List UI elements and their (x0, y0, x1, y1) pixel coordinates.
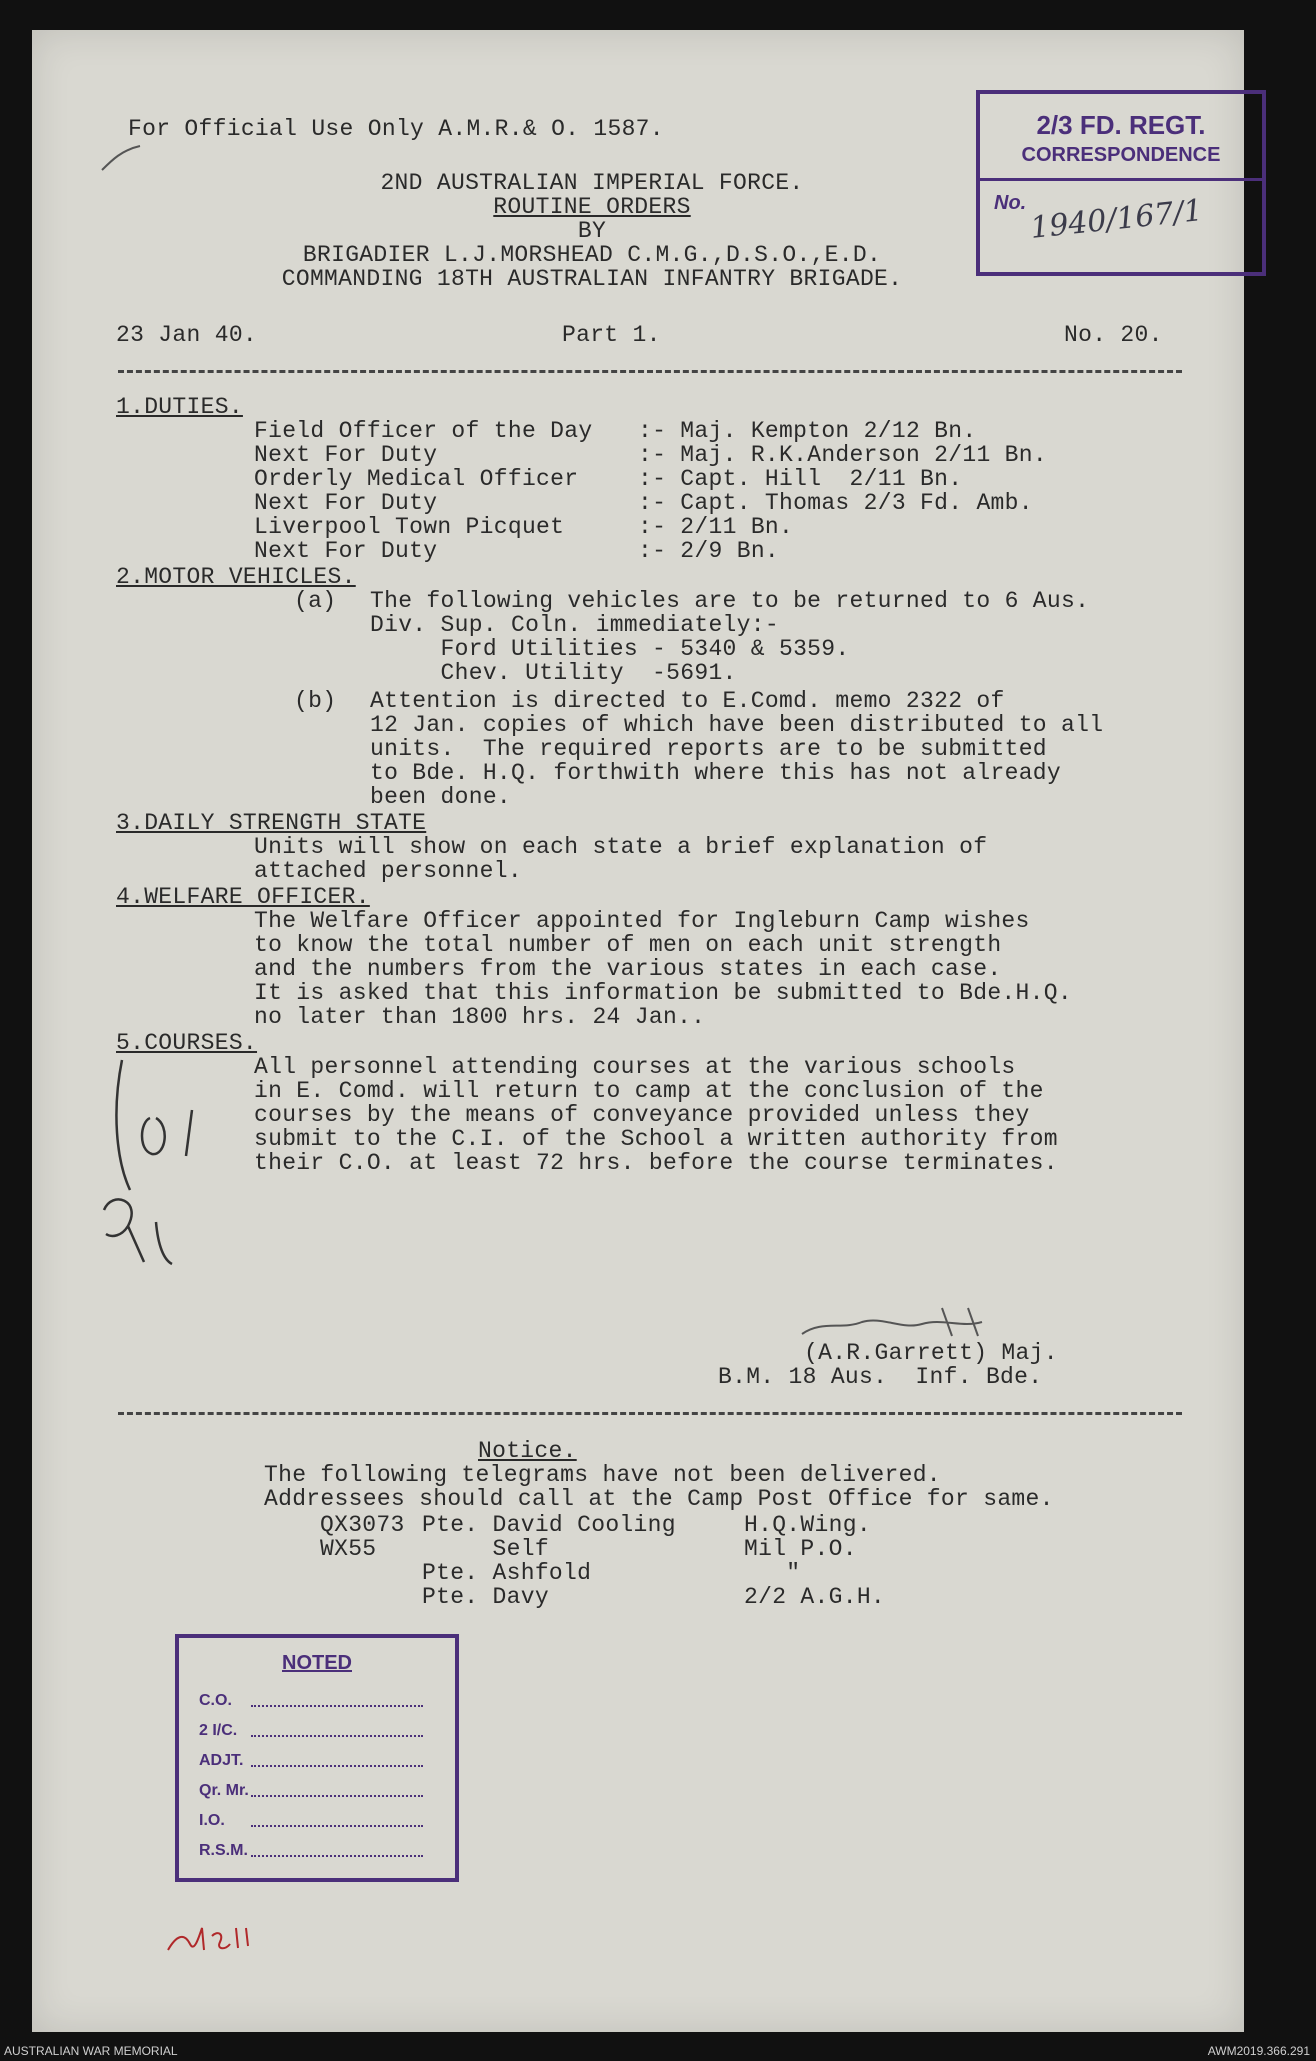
noted-row-dots (251, 1795, 423, 1797)
notice-line: The following telegrams have not been delivered. (264, 1462, 941, 1488)
noted-row-label: C.O. (199, 1692, 232, 1709)
telegram-dest: H.Q.Wing. (744, 1512, 871, 1538)
telegram-name: Pte. David Cooling (422, 1512, 676, 1538)
noted-row-label: I.O. (199, 1812, 225, 1829)
section-strength-heading: 3.DAILY STRENGTH STATE (116, 810, 427, 836)
welfare-line: no later than 1800 hrs. 24 Jan.. (254, 1004, 706, 1030)
telegram-dest: " (744, 1560, 801, 1586)
vehicles-b-line: been done. (370, 784, 512, 810)
welfare-line: to know the total number of men on each unit strength (254, 932, 1002, 958)
stamp-correspondence: CORRESPONDENCE (1021, 144, 1221, 166)
by-line: BY (577, 218, 607, 244)
welfare-line: The Welfare Officer appointed for Ingleburn Camp wishes (254, 908, 1030, 934)
vehicles-b-line: to Bde. H.Q. forthwith where this has not already (370, 760, 1062, 786)
duty-assignee: :- 2/11 Bn. (638, 514, 794, 540)
section-vehicles-heading: 2.MOTOR VEHICLES. (116, 564, 356, 590)
duty-assignee: :- Maj. Kempton 2/12 Bn. (638, 418, 977, 444)
brigadier-line: BRIGADIER L.J.MORSHEAD C.M.G.,D.S.O.,E.D. (302, 242, 882, 268)
noted-row-dots (251, 1825, 423, 1827)
courses-line: courses by the means of conveyance provided unless they (254, 1102, 1030, 1128)
courses-line: submit to the C.I. of the School a written authority from (254, 1126, 1058, 1152)
stamp-divider (980, 178, 1262, 181)
section-duties-heading: 1.DUTIES. (116, 394, 243, 420)
strength-line: Units will show on each state a brief explanation of (254, 834, 988, 860)
noted-row (199, 1692, 429, 1710)
vehicles-b-line: Attention is directed to E.Comd. memo 2322 of (370, 688, 1005, 714)
footer-reference: AWM2019.366.291 (1207, 2044, 1310, 2058)
order-date: 23 Jan 40. (116, 322, 258, 348)
margin-handwriting-mark (72, 1050, 222, 1280)
duty-role: Next For Duty (254, 442, 438, 468)
telegram-name: Pte. Ashfold (422, 1560, 592, 1586)
noted-stamp (175, 1634, 459, 1882)
telegram-id: WX55 (320, 1536, 377, 1562)
divider (118, 370, 1182, 373)
official-use-line: For Official Use Only A.M.R.& O. 1587. (128, 116, 664, 142)
vehicles-a-label: (a) (294, 588, 337, 614)
vehicles-a-line: Ford Utilities - 5340 & 5359. (370, 636, 850, 662)
telegram-id: QX3073 (320, 1512, 405, 1538)
courses-line: in E. Comd. will return to camp at the conclusion of the (254, 1078, 1044, 1104)
duty-role: Orderly Medical Officer (254, 466, 579, 492)
section-courses-heading: 5.COURSES. (116, 1030, 258, 1056)
vehicles-b-line: units. The required reports are to be submitted (370, 736, 1047, 762)
courses-line: their C.O. at least 72 hrs. before the course terminates. (254, 1150, 1058, 1176)
stamp-regiment: 2/3 FD. REGT. (1036, 110, 1206, 140)
vehicles-a-line: Div. Sup. Coln. immediately:- (370, 612, 779, 638)
noted-row-dots (251, 1705, 423, 1707)
noted-row-dots (251, 1735, 423, 1737)
telegram-name: Self (422, 1536, 549, 1562)
signature-unit: B.M. 18 Aus. Inf. Bde. (718, 1364, 1043, 1390)
duty-role: Liverpool Town Picquet (254, 514, 565, 540)
noted-row (199, 1842, 429, 1860)
noted-row-dots (251, 1855, 423, 1857)
duty-role: Next For Duty (254, 490, 438, 516)
order-part: Part 1. (562, 322, 661, 348)
strength-line: attached personnel. (254, 858, 522, 884)
correspondence-stamp (976, 90, 1266, 276)
noted-row (199, 1782, 429, 1800)
welfare-line: and the numbers from the various states in each case. (254, 956, 1002, 982)
telegram-dest: Mil P.O. (744, 1536, 857, 1562)
notice-title: Notice. (478, 1438, 577, 1464)
noted-row-label: ADJT. (199, 1752, 244, 1769)
order-number: No. 20. (1064, 322, 1163, 348)
document-page (32, 30, 1244, 2032)
duty-role: Next For Duty (254, 538, 438, 564)
noted-row-label: 2 I/C. (199, 1722, 238, 1739)
vehicles-a-line: Chev. Utility -5691. (370, 660, 737, 686)
footer-source: AUSTRALIAN WAR MEMORIAL (4, 2044, 178, 2058)
noted-row-label: Qr. Mr. (199, 1782, 249, 1799)
duty-role: Field Officer of the Day (254, 418, 593, 444)
duty-assignee: :- Capt. Hill 2/11 Bn. (638, 466, 963, 492)
noted-row-dots (251, 1765, 423, 1767)
red-ink-initials (162, 1910, 262, 1960)
vehicles-a-line: The following vehicles are to be returned to 6 Aus. (370, 588, 1090, 614)
commanding-line: COMMANDING 18TH AUSTRALIAN INFANTRY BRIGADE. (281, 266, 903, 292)
noted-row (199, 1812, 429, 1830)
courses-line: All personnel attending courses at the various schools (254, 1054, 1016, 1080)
orders-title: ROUTINE ORDERS (493, 194, 691, 220)
duty-assignee: :- Maj. R.K.Anderson 2/11 Bn. (638, 442, 1047, 468)
section-welfare-heading: 4.WELFARE OFFICER. (116, 884, 370, 910)
noted-row (199, 1752, 429, 1770)
welfare-line: It is asked that this information be submitted to Bde.H.Q. (254, 980, 1072, 1006)
notice-line: Addressees should call at the Camp Post Office for same. (264, 1486, 1054, 1512)
duty-assignee: :- 2/9 Bn. (638, 538, 780, 564)
telegram-name: Pte. Davy (422, 1584, 549, 1610)
noted-row (199, 1722, 429, 1740)
stamp-no-label: No. (994, 192, 1027, 214)
vehicles-b-label: (b) (294, 688, 337, 714)
stamp-file-number: 1940/167/1 (1028, 193, 1205, 246)
duty-assignee: :- Capt. Thomas 2/3 Fd. Amb. (638, 490, 1033, 516)
vehicles-b-line: 12 Jan. copies of which have been distributed to all (370, 712, 1104, 738)
signature-name: (A.R.Garrett) Maj. (804, 1340, 1058, 1366)
noted-row-label: R.S.M. (199, 1842, 248, 1859)
telegram-dest: 2/2 A.G.H. (744, 1584, 886, 1610)
force-title: 2ND AUSTRALIAN IMPERIAL FORCE. (380, 170, 804, 196)
divider (118, 1412, 1182, 1415)
margin-tick-mark (92, 140, 152, 180)
noted-title: NOTED (282, 1652, 352, 1674)
